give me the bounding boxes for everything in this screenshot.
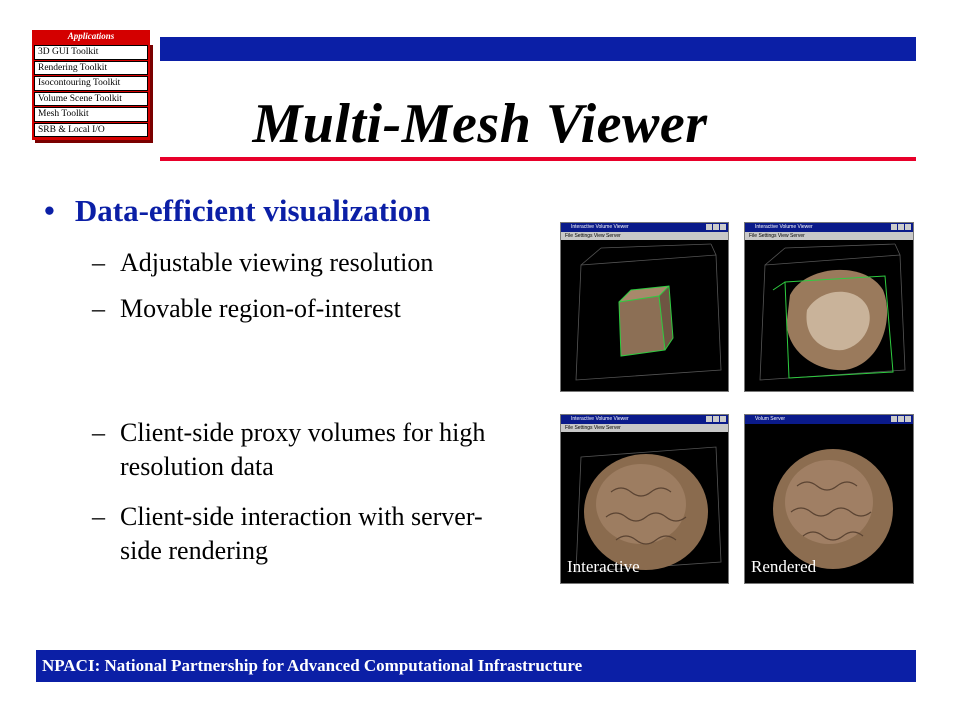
viewer-screenshot-interactive: [560, 414, 729, 584]
main-bullet-text: Data-efficient visualization: [74, 193, 431, 228]
dash: –: [92, 294, 105, 323]
volume-render-subcube: [561, 240, 729, 392]
window-menubar: File Settings View Server: [745, 232, 913, 240]
sub-bullet-text: Client-side interaction with server-side rendering: [120, 502, 483, 565]
sub-bullet: [92, 292, 532, 326]
window-titlebar: Interactive Volume Viewer: [745, 223, 913, 232]
footer-text: NPACI: National Partnership for Advanced Computational Infrastructure: [42, 656, 583, 675]
app-item-mesh: Mesh Toolkit: [34, 107, 148, 122]
header-bar: [160, 37, 916, 61]
volume-render-slice: [745, 240, 914, 392]
sub-bullet: [92, 416, 512, 484]
dash: –: [92, 418, 105, 447]
app-item-3d-gui: 3D GUI Toolkit: [34, 45, 148, 60]
viewer-screenshot-rendered: [744, 414, 914, 584]
viewer-screenshot-slice: [744, 222, 914, 392]
dash: –: [92, 502, 105, 531]
app-item-volume-scene: Volume Scene Toolkit: [34, 92, 148, 107]
sub-bullet: [92, 500, 492, 568]
main-bullet: [44, 193, 430, 229]
caption-rendered: Rendered: [751, 557, 817, 576]
dash: –: [92, 248, 105, 277]
slide-title: Multi-Mesh Viewer: [252, 93, 708, 155]
applications-title: Applications: [32, 30, 150, 42]
window-menubar: File Settings View Server: [561, 424, 728, 432]
viewer-screenshot-subvolume: [560, 222, 729, 392]
sub-bullet-text: Client-side proxy volumes for high resolution data: [120, 418, 486, 481]
caption-interactive: Interactive: [567, 557, 640, 576]
footer-bar: [36, 650, 916, 682]
sub-bullet-text: Movable region-of-interest: [120, 294, 401, 323]
window-titlebar: Interactive Volume Viewer: [561, 223, 728, 232]
sub-bullet-text: Adjustable viewing resolution: [120, 248, 434, 277]
bullet-dot: •: [44, 193, 55, 228]
app-item-rendering: Rendering Toolkit: [34, 61, 148, 76]
sub-bullet: [92, 246, 532, 280]
window-menubar: File Settings View Server: [561, 232, 728, 240]
app-item-isocontouring: Isocontouring Toolkit: [34, 76, 148, 91]
window-titlebar: Interactive Volume Viewer: [561, 415, 728, 424]
window-titlebar: Volum Server: [745, 415, 913, 424]
title-underline: [160, 157, 916, 161]
app-item-srb: SRB & Local I/O: [34, 123, 148, 138]
